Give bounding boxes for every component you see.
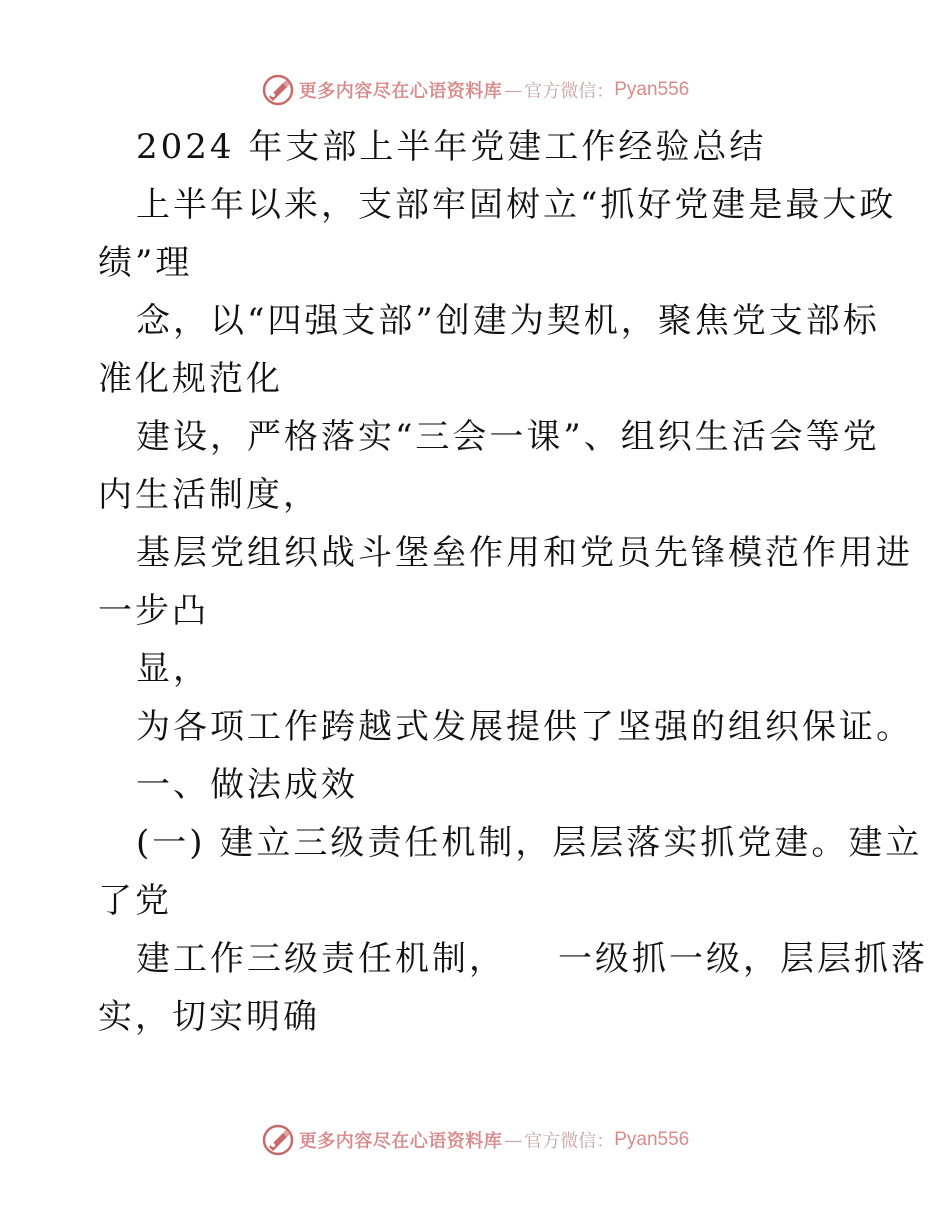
paragraph-line: 上半年以来，支部牢固树立“抓好党建是最大政 xyxy=(136,185,897,225)
banner-wechat-id: Pyan556 xyxy=(614,1129,690,1150)
paragraph-line: 基层党组织战斗堡垒作用和党员先锋模范作用进 xyxy=(136,533,913,573)
footer-watermark-banner xyxy=(0,1120,950,1160)
subsection-heading: (一) 建立三级责任机制，层层落实抓党建。建立 xyxy=(136,823,923,863)
paragraph-line: 实，切实明确 xyxy=(98,997,320,1037)
paragraph-line: 绩”理 xyxy=(98,243,193,283)
banner-wechat-id: Pyan556 xyxy=(614,79,690,100)
paragraph-line: 显， xyxy=(136,649,210,689)
paragraph-line: 了党 xyxy=(98,881,172,921)
paragraph-line: 建设，严格落实“三会一课”、组织生活会等党 xyxy=(136,417,880,457)
paragraph-fragment: 一级抓一级，层层抓落 xyxy=(558,939,928,979)
brand-logo-icon xyxy=(261,1123,295,1157)
paragraph-line: 为各项工作跨越式发展提供了坚强的组织保证。 xyxy=(136,707,913,747)
document-title: 2024 年支部上半年党建工作经验总结 xyxy=(136,127,767,167)
paragraph-line: 内生活制度， xyxy=(98,475,320,515)
banner-slogan: 更多内容尽在心语资料库 xyxy=(298,81,503,102)
banner-dash: — xyxy=(504,79,523,101)
paragraph-line: 念，以“四强支部”创建为契机，聚焦党支部标 xyxy=(136,301,880,341)
banner-dash: — xyxy=(504,1129,523,1151)
paragraph-line xyxy=(136,939,928,979)
paragraph-fragment: 建工作三级责任机制， xyxy=(136,939,506,979)
paragraph-line: 准化规范化 xyxy=(98,359,283,399)
banner-wechat-label: 官方微信： xyxy=(524,1131,615,1152)
banner-wechat-label: 官方微信： xyxy=(524,81,615,102)
banner-slogan: 更多内容尽在心语资料库 xyxy=(298,1131,503,1152)
section-heading: 一、做法成效 xyxy=(136,765,358,805)
paragraph-line: 一步凸 xyxy=(98,591,209,631)
